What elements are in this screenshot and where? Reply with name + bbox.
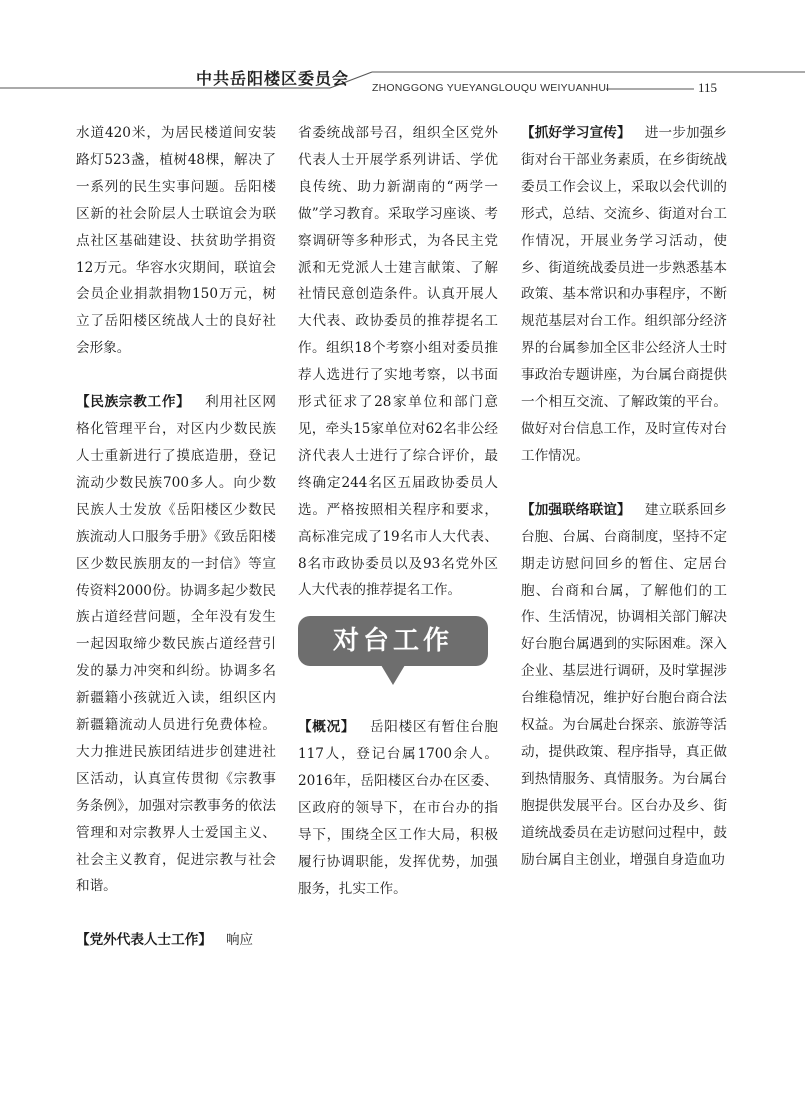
paragraph: 水道420米，为居民楼道间安装路灯523盏，植树48棵，解决了一系列的民生实事问题。岳阳楼区新的社会阶层人士联谊会为联点社区基础建设、扶贫助学捐资12万元。华容水灾期间，联谊会会员企业捐款捐物150万元，树立了岳阳楼区统战人士的良好社会形象。 — [76, 125, 276, 357]
section-body: 建立联系回乡台胞、台属、台商制度，坚持不定期走访慰问回乡的暂住、定居台胞、台商和台属，了解他们的工作、生活情况，协调相关部门解决好台胞台属遇到的实际困难。深入企业、基层进行调研，及时掌握涉台维稳情况，维护好台胞台商合法权益。为台属赴台探亲、旅游等活动，提供政策、程序指导，真正做到热情服务、真情服务。为台属台胞提供发展平台。区台办及乡、街道统战委员在走访慰问过程中，鼓励台属自主创业，增强自身造血功 — [521, 501, 728, 868]
section-heading: 【概况】 — [298, 719, 356, 736]
banner-box — [298, 616, 488, 666]
section-body: 进一步加强乡街对台干部业务素质，在乡街统战委员工作会议上，采取以会代训的形式，总结、交流乡、街道对台工作情况，开展业务学习活动，使乡、街道统战委员进一步熟悉基本政策、基本常识和办事程序，不断规范基层对台工作。组织部分经济界的台属参加全区非公经济人士时事政治专题讲座，为台属台商提供一个相互交流、了解政策的平台。做好对台信息工作，及时宣传对台工作情况。 — [521, 125, 728, 464]
section-body: 利用社区网格化管理平台，对区内少数民族人士重新进行了摸底造册，登记流动少数民族700多人。向少数民族人士发放《岳阳楼区少数民族流动人口服务手册》《致岳阳楼区少数民族朋友的一封信》等宣传资料2000份。协调多起少数民族占道经营问题，全年没有发生一起因取缔少数民族占道经营引发的暴力冲突和纠纷。协调多名新疆籍小孩就近入读，组织区内新疆籍流动人员进行免费体检。大力推进民族团结进步创建进社区活动，认真宣传贯彻《宗教事务条例》，加强对宗教事务的依法管理和对宗教界人士爱国主义、社会主义教育，促进宗教与社会和谐。 — [76, 394, 277, 895]
banner-pointer — [381, 665, 405, 685]
column-left — [76, 120, 276, 954]
section-ethnic-religion — [76, 389, 276, 900]
section-body: 岳阳楼区有暂住台胞117人，登记台属1700余人。2016年，岳阳楼区台办在区委、区政府的领导下，在市台办的指导下，围绕全区工作大局，积极履行协调职能，发挥优势，加强服务，扎实工作。 — [298, 719, 499, 897]
section-liaison — [521, 497, 727, 874]
page-number: 115 — [698, 80, 718, 95]
section-overview — [298, 714, 498, 902]
section-heading: 【民族宗教工作】 — [76, 394, 191, 411]
section-body: 响应 — [225, 932, 254, 949]
paragraph: 省委统战部号召，组织全区党外代表人士开展学系列讲话、学优良传统、助力新湖南的“两学一做”学习教育。采取学习座谈、考察调研等多种形式，为各民主党派和无党派人士建言献策、了解社情民意创造条件。认真开展人大代表、政协委员的推荐提名工作。组织18个考察小组对委员推荐人选进行了实地考察，以书面形式征求了28家单位和部门意见，牵头15家单位对62名非公经济代表人士进行了综合评价，最终确定244名区五届政协委员人选。严格按照相关程序和要求，高标准完成了19名市人大代表、8名市政协委员以及93名党外区人大代表的推荐提名工作。 — [298, 125, 498, 599]
running-header — [0, 0, 805, 110]
section-study-promotion — [521, 120, 727, 470]
section-heading: 【加强联络联谊】 — [521, 501, 631, 518]
banner-title: 对台工作 — [332, 625, 453, 656]
section-non-party — [76, 927, 276, 954]
column-middle — [298, 120, 498, 903]
column-right — [521, 120, 727, 873]
section-heading: 【抓好学习宣传】 — [521, 125, 631, 141]
header-pinyin: ZHONGGONG YUEYANGLOUQU WEIYUANHUI — [372, 82, 610, 94]
section-banner — [298, 616, 488, 688]
section-heading: 【党外代表人士工作】 — [76, 932, 212, 949]
header-title: 中共岳阳楼区委员会 — [196, 69, 350, 88]
